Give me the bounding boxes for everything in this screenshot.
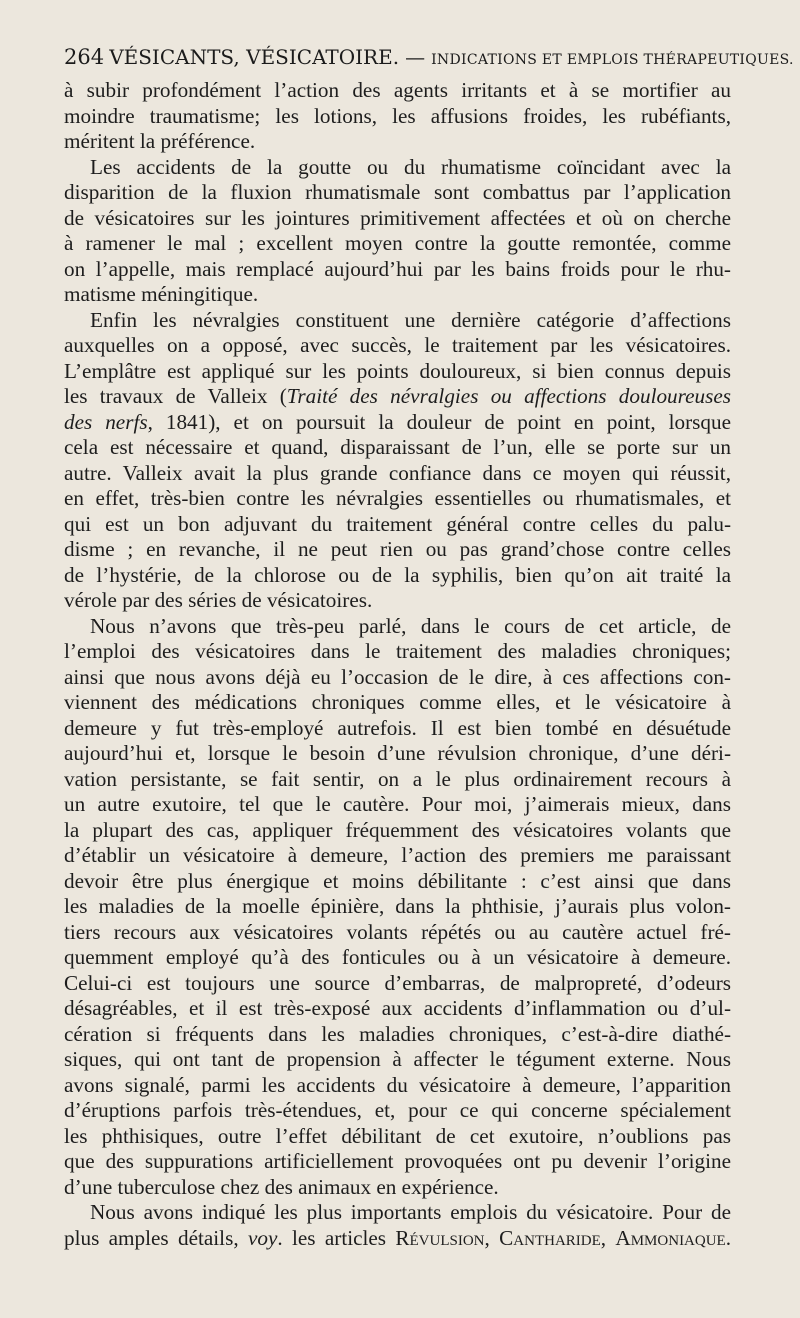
- text-line: d’éruptions parfois très-étendues, et, pour ce qui concerne spécialement: [64, 1098, 731, 1122]
- header-subtitle: INDICATIONS ET EMPLOIS THÉRAPEUTIQUES.: [431, 52, 794, 68]
- text-line: un autre exutoire, tel que le cautère. Pour moi, j’aimerais mieux, dans: [64, 792, 731, 816]
- text-span: , 1841), et on poursuit la douleur de point en point, lorsque: [147, 409, 731, 434]
- cross-reference-cantharide: Cantharide: [499, 1225, 601, 1250]
- text-line: avons signalé, parmi les accidents du vésicatoire à demeure, l’apparition: [64, 1072, 731, 1097]
- text-line: désagréables, et il est très-exposé aux accidents d’inflammation ou d’ul-: [64, 996, 731, 1020]
- text-line: la plupart des cas, appliquer fréquemment des vésicatoires volants que: [64, 817, 731, 842]
- text-span: . les articles: [277, 1225, 396, 1250]
- text-line: devoir être plus énergique et moins débilitante : c’est ainsi que dans: [64, 868, 731, 893]
- text-line: que des suppurations artificiellement provoquées ont pu devenir l’origine: [64, 1149, 731, 1173]
- text-line: [64, 410, 731, 436]
- text-span: les travaux de Valleix (: [64, 384, 287, 408]
- text-line: d’une tuberculose chez des animaux en expérience.: [64, 1174, 499, 1199]
- text-span: ,: [484, 1225, 500, 1250]
- text-line: ainsi que nous avons déjà eu l’occasion de le dire, à ces affections con-: [64, 664, 731, 689]
- text-line: à ramener le mal ; excellent moyen contre la goutte remontée, comme: [64, 231, 731, 255]
- header-dash: —: [405, 45, 426, 69]
- text-line: Celui-ci est toujours une source d’embarras, de malpropreté, d’odeurs: [64, 970, 731, 995]
- text-line: disparition de la fluxion rhumatismale sont combattus par l’application: [64, 180, 731, 204]
- text-line: Enfin les névralgies constituent une dernière catégorie d’affections: [90, 307, 731, 332]
- text-line: viennent des médications chroniques comme elles, et le vésicatoire à: [64, 690, 731, 714]
- body-text: [64, 78, 731, 1251]
- text-line: [64, 384, 731, 410]
- text-line: moindre traumatisme; les lotions, les affusions froides, les rubéfiants,: [64, 103, 731, 128]
- italic-citation: Traité des névralgies ou affections douloureuses: [286, 384, 731, 408]
- italic-citation: des nerfs: [64, 409, 148, 434]
- text-line: [64, 1226, 731, 1252]
- text-line: de l’hystérie, de la chlorose ou de la syphilis, bien qu’on ait traité la: [64, 562, 731, 587]
- text-line: Nous avons indiqué les plus importants emplois du vésicatoire. Pour de: [90, 1200, 731, 1224]
- text-line: de vésicatoires sur les jointures primitivement affectées et où on cherche: [64, 205, 731, 230]
- text-line: Nous n’avons que très-peu parlé, dans le cours de cet article, de: [90, 613, 731, 638]
- text-line: matisme méningitique.: [64, 282, 259, 306]
- text-span: plus amples détails,: [64, 1225, 248, 1250]
- text-line: les maladies de la moelle épinière, dans la phthisie, j’aurais plus volon-: [64, 894, 731, 918]
- text-span: ,: [600, 1225, 616, 1250]
- text-line: vation persistante, se fait sentir, on a le plus ordinairement recours à: [64, 766, 731, 791]
- header-title: VÉSICANTS, VÉSICATOIRE.: [109, 45, 400, 69]
- text-line: quemment employé qu’à des fonticules ou à un vésicatoire à demeure.: [64, 945, 731, 969]
- text-line: cela est nécessaire et quand, disparaissant de l’un, elle se porte sur un: [64, 435, 731, 459]
- text-line: Les accidents de la goutte ou du rhumatisme coïncidant avec la: [90, 154, 731, 179]
- text-line: vérole par des séries de vésicatoires.: [64, 588, 373, 612]
- cross-reference-ammoniaque: Ammoniaque: [615, 1225, 726, 1250]
- text-line: tiers recours aux vésicatoires volants répétés ou au cautère actuel fré-: [64, 919, 731, 944]
- page-number: 264: [64, 45, 105, 69]
- text-line: on l’appelle, mais remplacé aujourd’hui par les bains froids pour le rhu-: [64, 256, 731, 281]
- text-line: en effet, très-bien contre les névralgies essentielles ou rhumatismales, et: [64, 486, 731, 510]
- text-line: autre. Valleix avait la plus grande confiance dans ce moyen qui réussit,: [64, 460, 731, 485]
- text-line: L’emplâtre est appliqué sur les points douloureux, si bien connus depuis: [64, 358, 731, 383]
- italic-abbreviation: voy: [247, 1225, 278, 1250]
- cross-reference-revulsion: Révulsion: [395, 1225, 485, 1250]
- text-line: d’établir un vésicatoire à demeure, l’action des premiers me paraissant: [64, 843, 731, 867]
- text-span: .: [725, 1225, 732, 1250]
- text-line: siques, qui ont tant de propension à affecter le tégument externe. Nous: [64, 1047, 731, 1071]
- text-line: cération si fréquents dans les maladies chroniques, c’est-à-dire diathé-: [64, 1021, 731, 1046]
- running-header: [64, 42, 794, 72]
- text-line: l’emploi des vésicatoires dans le traitement des maladies chroniques;: [64, 639, 731, 663]
- text-line: à subir profondément l’action des agents irritants et à se mortifier au: [64, 78, 731, 102]
- text-line: auxquelles on a opposé, avec succès, le traitement par les vésicatoires.: [64, 333, 731, 357]
- text-line: demeure y fut très-employé autrefois. Il est bien tombé en désuétude: [64, 715, 731, 740]
- text-line: disme ; en revanche, il ne peut rien ou pas grand’chose contre celles: [64, 537, 731, 561]
- text-line: aujourd’hui et, lorsque le besoin d’une révulsion chronique, d’une déri-: [64, 741, 731, 765]
- text-line: méritent la préférence.: [64, 129, 256, 153]
- text-line: les phthisiques, outre l’effet débilitant de cet exutoire, n’oublions pas: [64, 1123, 731, 1148]
- text-line: qui est un bon adjuvant du traitement général contre celles du palu-: [64, 511, 731, 536]
